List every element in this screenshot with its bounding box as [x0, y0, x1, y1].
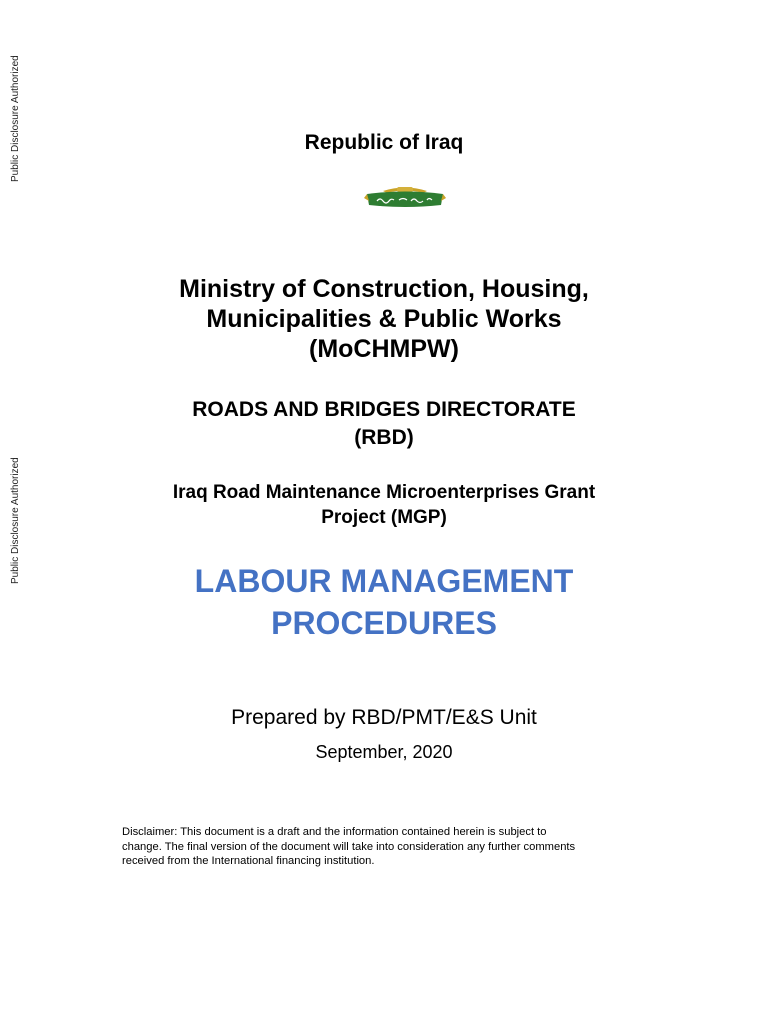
directorate-line-2: (RBD)	[354, 426, 414, 449]
emblem-graphic	[363, 185, 447, 209]
title-line-2: PROCEDURES	[271, 605, 497, 641]
document-title	[0, 560, 768, 644]
disclosure-label-top: Public Disclosure Authorized	[10, 55, 21, 182]
ministry-line-2: Municipalities & Public Works	[206, 305, 562, 333]
disclaimer-line-2: change. The final version of the document will take into consideration any further comments	[122, 840, 576, 853]
project-name	[0, 480, 768, 530]
country-title: Republic of Iraq	[304, 131, 464, 154]
project-line-2: Project (MGP)	[321, 507, 447, 528]
directorate-name	[0, 396, 768, 452]
prepared-by: Prepared by RBD/PMT/E&S Unit	[231, 706, 537, 729]
project-line-1: Iraq Road Maintenance Microenterprises Grant	[172, 482, 596, 503]
document-date: September, 2020	[315, 742, 453, 762]
title-line-1: LABOUR MANAGEMENT	[194, 563, 574, 599]
ministry-line-3: (MoCHMPW)	[309, 335, 459, 363]
directorate-line-1: ROADS AND BRIDGES DIRECTORATE	[192, 398, 576, 421]
disclaimer	[122, 825, 662, 869]
disclaimer-line-3: received from the International financing institution.	[122, 855, 375, 867]
disclaimer-line-1: Disclaimer: This document is a draft and the information contained herein is subject to	[122, 826, 547, 838]
ministry-line-1: Ministry of Construction, Housing,	[179, 275, 589, 303]
disclosure-label-bottom: Public Disclosure Authorized	[10, 457, 21, 584]
iraq-emblem	[363, 185, 447, 209]
ministry-name	[0, 274, 768, 364]
